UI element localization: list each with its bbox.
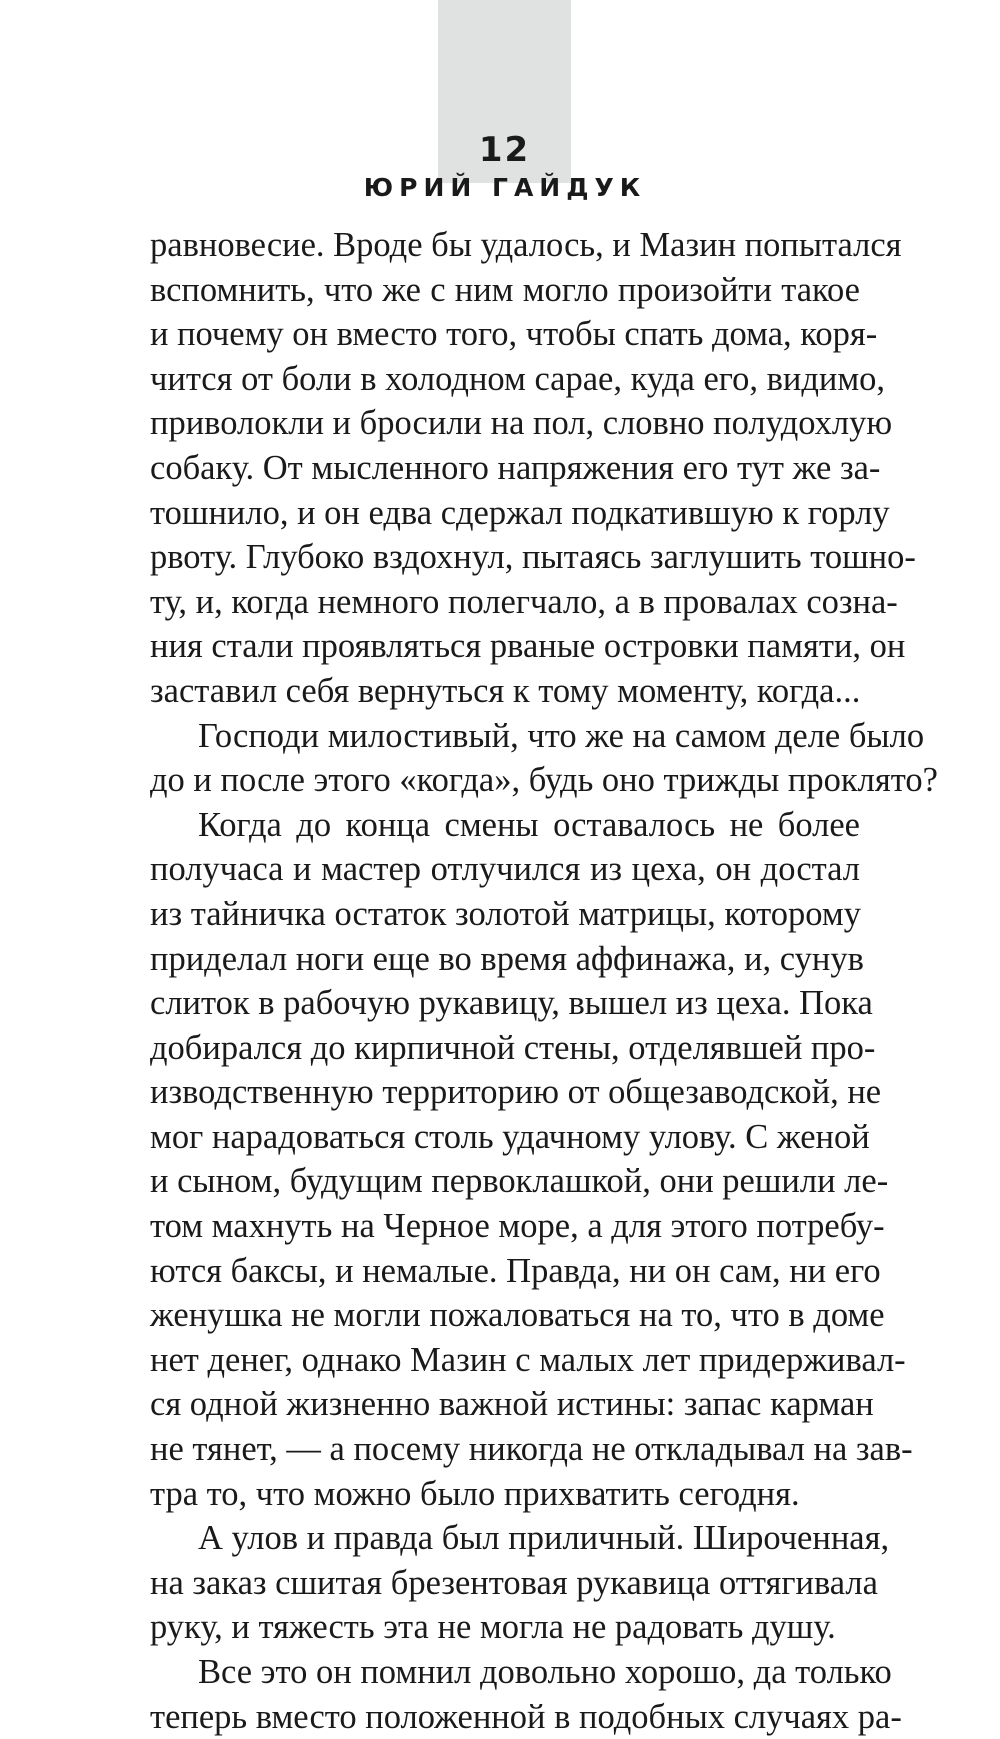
text-line: приволокли и бросили на пол, словно полудохлую [150,404,893,443]
text-line: слиток в рабочую рукавицу, вышел из цеха. Пока [150,984,873,1023]
text-line: мог нарадоваться столь удачному улову. С женой [150,1117,870,1156]
page-number: 12 [478,130,531,170]
text-line: и почему он вместо того, чтобы спать дома, коря- [150,315,878,354]
text-line: и сыном, будущим первоклашкой, они решили ле- [150,1162,889,1201]
text-line: тошнило, и он едва сдержал подкатившую к горлу [150,493,890,532]
text-line: из тайничка остаток золотой матрицы, которому [150,894,861,933]
text-line: собаку. От мысленного напряжения его тут же за- [150,448,881,487]
text-line: изводственную территорию от общезаводской, не [150,1073,882,1112]
paragraph [150,714,938,803]
text-line: Когда до конца смены оставалось не более [198,805,860,844]
text-line: ются баксы, и немалые. Правда, ни он сам, ни его [150,1251,881,1290]
paragraph [150,1650,902,1739]
text-line: получаса и мастер отлучился из цеха, он достал [150,850,860,889]
text-line: том махнуть на Черное море, а для этого потребу- [150,1207,885,1246]
text-line: добирался до кирпичной стены, отделявшей про- [150,1028,876,1067]
text-line: до и после этого «когда», будь оно трижды проклято? [150,761,938,800]
running-head-author: ЮРИЙ ГАЙДУК [363,173,647,202]
paragraph [150,223,916,714]
text-line: тра то, что можно было прихватить сегодня. [150,1474,800,1513]
paragraph [150,1516,890,1650]
text-line: приделал ноги еще во время аффинажа, и, сунув [150,939,864,978]
text-line: ту, и, когда немного полегчало, а в провалах созна- [150,582,898,621]
text-line: женушка не могли пожаловаться на то, что в доме [150,1296,885,1335]
text-line: теперь вместо положенной в подобных случаях ра- [150,1697,902,1736]
text-line: на заказ сшитая брезентовая рукавица оттягивала [150,1563,878,1602]
text-line: Все это он помнил довольно хорошо, да только [198,1653,892,1691]
text-line: Господи милостивый, что же на самом деле было [198,716,925,755]
text-line: равновесие. Вроде бы удалось, и Мазин попытался [150,226,902,264]
text-line: не тянет, — а посему никогда не откладывал на зав- [150,1430,913,1469]
text-line: вспомнить, что же с ним могло произойти такое [150,270,860,309]
text-line: ния стали проявляться рваные островки памяти, он [150,627,906,666]
paragraph [150,803,913,1517]
text-line: А улов и правда был приличный. Широченная, [198,1519,890,1558]
text-line: рвоту. Глубоко вздохнул, пытаясь заглушить тошно- [150,538,916,577]
body-text [150,223,938,1739]
text-line: чится от боли в холодном сарае, куда его, видимо, [150,359,886,398]
text-line: ся одной жизненно важной истины: запас карман [150,1385,874,1424]
text-line: руку, и тяжесть эта не могла не радовать душу. [150,1608,836,1647]
text-line: нет денег, однако Мазин с малых лет придерживал- [150,1340,906,1379]
text-line: заставил себя вернуться к тому моменту, когда... [150,671,861,710]
